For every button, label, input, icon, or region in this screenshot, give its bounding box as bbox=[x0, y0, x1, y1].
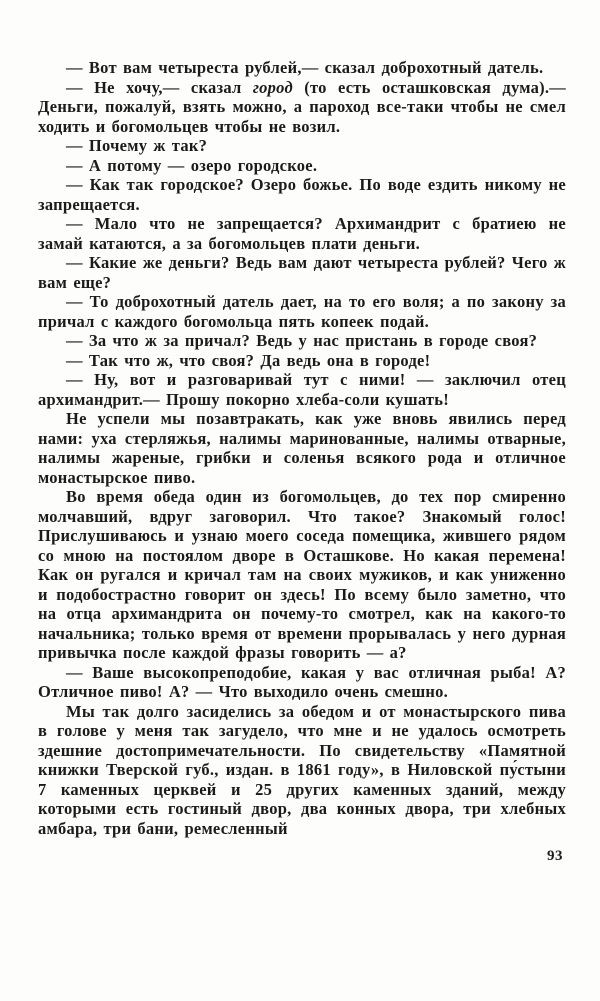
page-text-block bbox=[38, 58, 566, 838]
narrative-paragraph: Во время обеда один из богомольцев, до тех пор смиренно молчавший, вдруг заговорил. Что такое? Знакомый голос! Прислушиваюсь и узнаю моего соседа помещика, жившего рядом со мною на постоялом дворе в Осташкове. Но какая перемена! Как он ругался и кричал там на своих мужиков, и как униженно и подобострастно говорит он здесь! По всему было заметно, что на отца архимандрита он почему-то смотрел, как на какого-то начальника; только время от времени прорывалась у него дурная привычка после каждой фразы говорить — а? bbox=[38, 487, 566, 662]
dialogue-paragraph: — Какие же деньги? Ведь вам дают четыреста рублей? Чего ж вам еще? bbox=[38, 253, 566, 292]
dialogue-paragraph: — Так что ж, что своя? Да ведь она в городе! bbox=[66, 350, 431, 370]
narrative-paragraph: Мы так долго засиделись за обедом и от монастырского пива в голове у меня так загудело, что мне и не удалось осмотреть здешние достопримечательности. По свидетельству «Памятной книжки Тверской губ., издан. в 1861 году», в Ниловской пу́стыни 7 каменных церквей и 25 других каменных зданий, между которыми есть гостиный двор, два конных двора, три хлебных амбара, три бани, ремесленный bbox=[38, 701, 566, 838]
dialogue-paragraph: — Ваше высокопреподобие, какая у вас отличная рыба! А? Отличное пиво! А? — Что выходило очень смешно. bbox=[38, 662, 566, 701]
dialogue-paragraph: — Вот вам четыреста рублей,— сказал доброхотный датель. bbox=[66, 58, 544, 77]
dialogue-paragraph: — Почему ж так? bbox=[66, 136, 208, 155]
dialogue-paragraph: — Мало что не запрещается? Архимандрит с братиею не замай катаются, а за богомольцев плати деньги. bbox=[38, 214, 566, 253]
page-number: 93 bbox=[547, 848, 563, 864]
dialogue-paragraph: — Как так городское? Озеро божье. По воде ездить никому не запрещается. bbox=[38, 175, 566, 214]
dialogue-paragraph: — За что ж за причал? Ведь у нас пристань в городе своя? bbox=[66, 331, 538, 350]
paragraph-text: — Не хочу,— сказал bbox=[66, 77, 253, 97]
dialogue-paragraph: — Ну, вот и разговаривай тут с ними! — заключил отец архимандрит.— Прошу покорно хлеба-соли кушать! bbox=[38, 370, 566, 409]
narrative-paragraph: Не успели мы позавтракать, как уже вновь явились перед нами: уха стерляжья, налимы маринованные, налимы отварные, налимы жареные, грибки и соленья всякого рода и отличное монастырское пиво. bbox=[38, 409, 566, 487]
dialogue-paragraph: — А потому — озеро городское. bbox=[66, 155, 318, 175]
dialogue-paragraph: — То доброхотный датель дает, на то его воля; а по закону за причал с каждого богомольца пять копеек подай. bbox=[38, 292, 566, 331]
paragraph-text: (то есть осташковская дума).— Деньги, пожалуй, взять можно, а пароход все-таки чтобы не смел ходить и богомольцев чтобы не возил. bbox=[38, 77, 566, 136]
italic-word: город bbox=[252, 77, 293, 97]
dialogue-paragraph bbox=[38, 78, 566, 137]
